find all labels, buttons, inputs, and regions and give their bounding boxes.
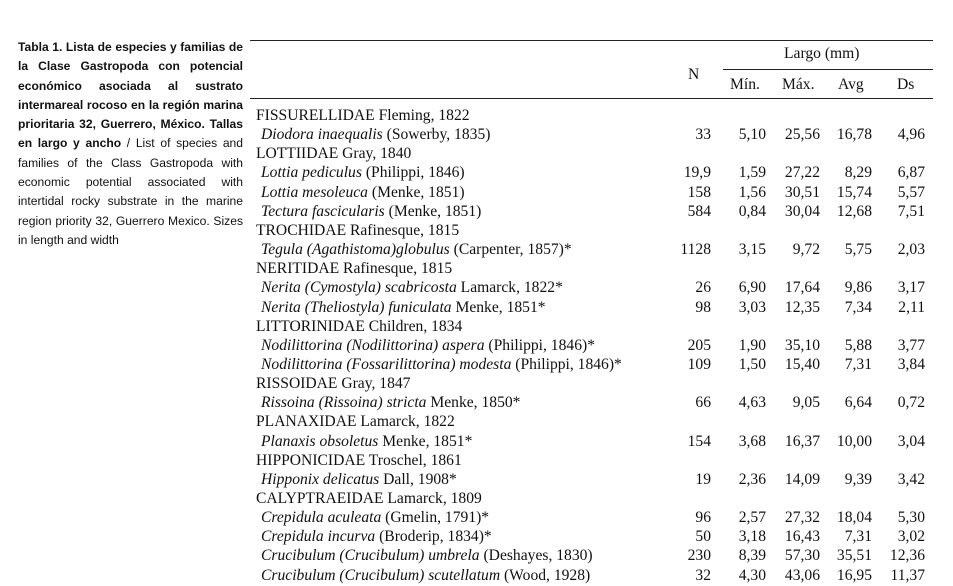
family-row bbox=[256, 260, 936, 279]
cell-n: 19,9 bbox=[683, 164, 711, 182]
species-name bbox=[261, 528, 492, 546]
header-largo: Largo (mm) bbox=[784, 45, 860, 62]
header-avg: Avg bbox=[838, 76, 864, 93]
species-name bbox=[261, 433, 472, 451]
cell-ds: 3,02 bbox=[897, 528, 925, 546]
species-genus: Nerita (Cymostyla) scabricosta bbox=[261, 279, 457, 297]
family-row bbox=[256, 107, 936, 126]
species-author: Menke, 1851* bbox=[378, 432, 473, 450]
species-genus: Planaxis obsoletus bbox=[261, 432, 379, 450]
family-name: LOTTIIDAE Gray, 1840 bbox=[256, 145, 412, 163]
table-caption bbox=[18, 38, 243, 250]
cell-max: 25,56 bbox=[784, 126, 820, 144]
species-row bbox=[256, 126, 936, 145]
species-name bbox=[261, 279, 563, 297]
species-author: (Philippi, 1846) bbox=[361, 164, 465, 182]
cell-max: 35,10 bbox=[784, 336, 820, 354]
cell-max: 27,32 bbox=[784, 509, 820, 527]
cell-avg: 16,95 bbox=[836, 566, 872, 584]
cell-ds: 3,04 bbox=[897, 432, 925, 450]
cell-avg: 5,88 bbox=[844, 336, 872, 354]
species-genus: Lottia pediculus bbox=[261, 164, 362, 182]
cell-ds: 3,42 bbox=[897, 470, 925, 488]
species-author: Menke, 1851* bbox=[451, 298, 546, 316]
header-bottom-rule bbox=[250, 98, 933, 99]
species-name bbox=[261, 203, 481, 221]
species-author: (Philippi, 1846)* bbox=[511, 355, 622, 373]
family-name: CALYPTRAEIDAE Lamarck, 1809 bbox=[256, 490, 482, 507]
species-genus: Crepidula incurva bbox=[261, 528, 376, 546]
species-author: (Sowerby, 1835) bbox=[382, 126, 491, 144]
species-row bbox=[256, 394, 936, 413]
species-name bbox=[261, 241, 572, 259]
cell-ds: 5,30 bbox=[897, 509, 925, 527]
species-row bbox=[256, 528, 936, 547]
family-row bbox=[256, 318, 936, 337]
species-row bbox=[256, 241, 936, 260]
species-genus: Nodilittorina (Fossarilittorina) modesta bbox=[261, 355, 512, 373]
species-row bbox=[256, 509, 936, 528]
cell-min: 0,84 bbox=[738, 202, 766, 220]
species-genus: Hipponix delicatus bbox=[261, 470, 380, 488]
species-author: (Gmelin, 1791)* bbox=[381, 509, 490, 527]
cell-min: 2,36 bbox=[738, 470, 766, 488]
cell-avg: 7,31 bbox=[844, 528, 872, 546]
species-row bbox=[256, 471, 936, 490]
species-name bbox=[261, 184, 465, 202]
cell-ds: 3,17 bbox=[897, 279, 925, 297]
species-name bbox=[261, 164, 465, 182]
cell-ds: 3,84 bbox=[897, 355, 925, 373]
species-author: (Wood, 1928) bbox=[500, 566, 591, 584]
cell-min: 8,39 bbox=[738, 547, 766, 565]
cell-max: 16,37 bbox=[784, 432, 820, 450]
cell-n: 584 bbox=[687, 202, 711, 220]
cell-max: 16,43 bbox=[784, 528, 820, 546]
family-name: LITTORINIDAE Children, 1834 bbox=[256, 317, 463, 335]
cell-ds: 3,77 bbox=[897, 336, 925, 354]
species-genus: Crucibulum (Crucibulum) scutellatum bbox=[261, 566, 501, 584]
species-author: Dall, 1908* bbox=[379, 470, 457, 488]
cell-avg: 35,51 bbox=[836, 547, 872, 565]
species-name bbox=[261, 471, 457, 489]
cell-min: 4,63 bbox=[738, 394, 766, 412]
family-row bbox=[256, 452, 936, 471]
cell-avg: 9,39 bbox=[844, 470, 872, 488]
cell-n: 98 bbox=[695, 298, 711, 316]
cell-ds: 5,57 bbox=[897, 183, 925, 201]
cell-avg: 16,78 bbox=[836, 126, 872, 144]
cell-ds: 0,72 bbox=[897, 394, 925, 412]
header-ds: Ds bbox=[897, 76, 915, 93]
cell-n: 26 bbox=[695, 279, 711, 297]
species-row bbox=[256, 164, 936, 183]
species-author: Menke, 1850* bbox=[426, 394, 521, 412]
cell-avg: 9,86 bbox=[844, 279, 872, 297]
species-genus: Diodora inaequalis bbox=[261, 126, 383, 144]
species-row bbox=[256, 184, 936, 203]
species-name bbox=[261, 299, 546, 317]
family-row bbox=[256, 490, 936, 509]
species-author: (Deshayes, 1830) bbox=[479, 547, 593, 565]
cell-n: 19 bbox=[695, 470, 711, 488]
species-author: (Menke, 1851) bbox=[384, 202, 482, 220]
cell-min: 6,90 bbox=[738, 279, 766, 297]
cell-min: 1,50 bbox=[738, 355, 766, 373]
cell-min: 3,03 bbox=[738, 298, 766, 316]
cell-min: 1,90 bbox=[738, 336, 766, 354]
species-name bbox=[261, 547, 593, 565]
species-genus: Nodilittorina (Nodilittorina) aspera bbox=[261, 336, 485, 354]
species-genus: Tegula (Agathistoma)globulus bbox=[261, 241, 450, 259]
cell-ds: 2,11 bbox=[898, 298, 925, 316]
family-name: FISSURELLIDAE Fleming, 1822 bbox=[256, 107, 470, 124]
cell-avg: 7,34 bbox=[844, 298, 872, 316]
cell-max: 57,30 bbox=[784, 547, 820, 565]
cell-max: 30,51 bbox=[784, 183, 820, 201]
cell-max: 15,40 bbox=[784, 355, 820, 373]
family-name: RISSOIDAE Gray, 1847 bbox=[256, 375, 411, 393]
cell-ds: 12,36 bbox=[889, 547, 925, 565]
cell-avg: 12,68 bbox=[836, 202, 872, 220]
species-author: (Broderip, 1834)* bbox=[375, 528, 492, 546]
species-genus: Nerita (Theliostyla) funiculata bbox=[261, 298, 452, 316]
species-name bbox=[261, 567, 590, 585]
cell-ds: 7,51 bbox=[897, 202, 925, 220]
species-author: (Menke, 1851) bbox=[367, 183, 465, 201]
table-top-rule bbox=[250, 40, 933, 41]
cell-n: 96 bbox=[695, 509, 711, 527]
cell-max: 9,72 bbox=[792, 241, 820, 259]
species-name bbox=[261, 394, 520, 412]
header-min: Mín. bbox=[730, 76, 760, 93]
species-row bbox=[256, 356, 936, 375]
family-name: NERITIDAE Rafinesque, 1815 bbox=[256, 260, 453, 278]
cell-ds: 4,96 bbox=[897, 126, 925, 144]
cell-ds: 6,87 bbox=[897, 164, 925, 182]
cell-n: 50 bbox=[695, 528, 711, 546]
species-genus: Tectura fascicularis bbox=[261, 202, 385, 220]
species-genus: Crepidula aculeata bbox=[261, 509, 382, 527]
cell-ds: 11,37 bbox=[890, 566, 925, 584]
cell-avg: 18,04 bbox=[836, 509, 872, 527]
caption-title: Tabla 1. Lista de especies y familias de la Clase Gastropoda con potencial económico asociada al sustrato intermareal rocoso en la región marina prioritaria 32, Guerrero, México. Tallas en largo y ancho bbox=[18, 40, 243, 151]
species-row bbox=[256, 337, 936, 356]
species-name bbox=[261, 337, 595, 355]
cell-avg: 8,29 bbox=[844, 164, 872, 182]
cell-min: 1,56 bbox=[738, 183, 766, 201]
species-row bbox=[256, 279, 936, 298]
family-name: PLANAXIDAE Lamarck, 1822 bbox=[256, 413, 455, 431]
header-max: Máx. bbox=[782, 76, 815, 93]
species-row bbox=[256, 433, 936, 452]
cell-ds: 2,03 bbox=[897, 241, 925, 259]
species-genus: Lottia mesoleuca bbox=[261, 183, 368, 201]
cell-n: 32 bbox=[695, 566, 711, 584]
family-name: HIPPONICIDAE Troschel, 1861 bbox=[256, 451, 462, 469]
species-genus: Crucibulum (Crucibulum) umbrela bbox=[261, 547, 480, 565]
group-header-rule bbox=[723, 69, 933, 70]
cell-n: 154 bbox=[687, 432, 711, 450]
caption-english: / List of species and families of the Class Gastropoda with economic potential associated with intertidal rocky substrate in the marine region priority 32, Guerrero Mexico. Sizes in length and width bbox=[18, 136, 243, 247]
cell-min: 1,59 bbox=[738, 164, 766, 182]
cell-n: 66 bbox=[695, 394, 711, 412]
species-row bbox=[256, 299, 936, 318]
cell-avg: 15,74 bbox=[836, 183, 872, 201]
species-author: (Carpenter, 1857)* bbox=[449, 241, 572, 259]
family-name: TROCHIDAE Rafinesque, 1815 bbox=[256, 221, 460, 239]
species-name bbox=[261, 356, 622, 374]
cell-max: 12,35 bbox=[784, 298, 820, 316]
species-genus: Rissoina (Rissoina) stricta bbox=[261, 394, 427, 412]
species-name bbox=[261, 509, 489, 527]
cell-min: 2,57 bbox=[738, 509, 766, 527]
cell-n: 33 bbox=[695, 126, 711, 144]
family-row bbox=[256, 375, 936, 394]
family-row bbox=[256, 145, 936, 164]
cell-max: 27,22 bbox=[784, 164, 820, 182]
cell-n: 205 bbox=[687, 336, 711, 354]
species-author: (Philippi, 1846)* bbox=[484, 336, 595, 354]
cell-max: 30,04 bbox=[784, 202, 820, 220]
species-row bbox=[256, 203, 936, 222]
cell-n: 158 bbox=[687, 183, 711, 201]
species-name bbox=[261, 126, 490, 144]
cell-max: 17,64 bbox=[784, 279, 820, 297]
species-row bbox=[256, 547, 936, 566]
family-row bbox=[256, 413, 936, 432]
header-n: N bbox=[688, 66, 700, 83]
cell-n: 230 bbox=[687, 547, 711, 565]
cell-max: 43,06 bbox=[784, 566, 820, 584]
cell-min: 3,15 bbox=[738, 241, 766, 259]
cell-min: 3,68 bbox=[738, 432, 766, 450]
species-author: Lamarck, 1822* bbox=[456, 279, 563, 297]
cell-n: 109 bbox=[687, 355, 711, 373]
cell-avg: 6,64 bbox=[844, 394, 872, 412]
cell-max: 9,05 bbox=[792, 394, 820, 412]
cell-min: 3,18 bbox=[738, 528, 766, 546]
cell-min: 4,30 bbox=[738, 566, 766, 584]
cell-avg: 7,31 bbox=[844, 355, 872, 373]
cell-max: 14,09 bbox=[784, 470, 820, 488]
cell-avg: 10,00 bbox=[836, 432, 872, 450]
cell-avg: 5,75 bbox=[844, 241, 872, 259]
cell-min: 5,10 bbox=[738, 126, 766, 144]
cell-n: 1128 bbox=[680, 241, 711, 259]
family-row bbox=[256, 222, 936, 241]
